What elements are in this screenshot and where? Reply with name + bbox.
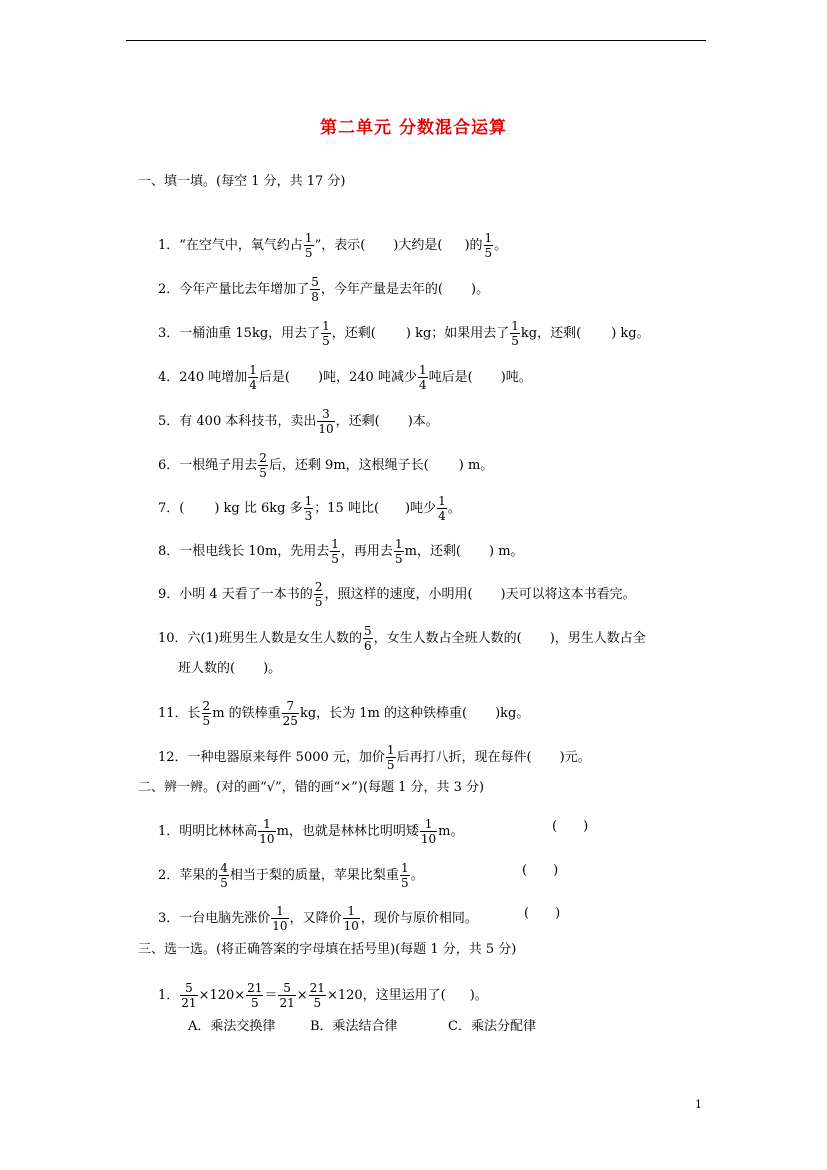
fraction: $\frac{1}{10}$ xyxy=(420,817,437,846)
question-1-2: 2．今年产量比去年增加了 $\frac{5}{8}$ ，今年产量是去年的( )。 xyxy=(158,275,490,304)
fraction: $\frac{5}{8}$ xyxy=(311,275,319,304)
fraction: $\frac{1}{5}$ xyxy=(322,319,330,348)
answer-paren: ( ) xyxy=(552,819,589,834)
fraction: $\frac{1}{10}$ xyxy=(272,904,288,933)
option-a: A．乘法交换律 xyxy=(188,1019,276,1034)
fraction: $\frac{1}{10}$ xyxy=(259,817,275,846)
fraction: $\frac{1}{5}$ xyxy=(331,537,339,566)
section2-heading: 二、辨一辨。(对的画“√”，错的画“×”)(每题 1 分，共 3 分) xyxy=(138,780,485,795)
fraction: $\frac{2}{5}$ xyxy=(202,699,211,728)
question-1-3: 3．一桶油重 15kg，用去了 $\frac{1}{5}$ ，还剩( ) kg；如果用去了 $\frac{1}{5}$ kg，还剩( ) kg。 xyxy=(158,319,650,348)
fraction: $\frac{5}{21}$ xyxy=(181,981,197,1010)
header-rule xyxy=(126,40,706,41)
question-1-11: 11．长 $\frac{2}{5}$ m 的铁棒重 $\frac{7}{25}$ kg，长为 1m 的这种铁棒重( )kg。 xyxy=(158,699,530,728)
fraction: $\frac{1}{5}$ xyxy=(400,861,409,890)
fraction: $\frac{5}{6}$ xyxy=(363,624,372,653)
question-3-1: 1． $\frac{5}{21}$ ×120× $\frac{21}{5}$ ＝ $\frac{5}{21}$ × $\frac{21}{5}$ ×120，这里运用了( )。 xyxy=(158,981,488,1010)
question-1-1: 1．“在空气中，氧气约占 $\frac{1}{5}$ ”，表示( )大约是( )的 $\frac{1}{5}$ 。 xyxy=(158,231,508,260)
fraction: $\frac{1}{4}$ xyxy=(438,494,446,523)
question-1-7: 7．( ) kg 比 6kg 多 $\frac{1}{3}$ ；15 吨比( )吨少 $\frac{1}{4}$ 。 xyxy=(158,494,461,523)
question-2-1: 1．明明比林林高 $\frac{1}{10}$ m，也就是林林比明明矮 $\frac{1}{10}$ m。 xyxy=(158,817,464,846)
question-1-12: 12．一种电器原来每件 5000 元，加价 $\frac{1}{5}$ 后再打八折，现在每件( )元。 xyxy=(158,743,591,772)
fraction: $\frac{5}{21}$ xyxy=(279,981,295,1010)
fraction: $\frac{1}{5}$ xyxy=(304,231,313,260)
fraction: $\frac{21}{5}$ xyxy=(309,981,325,1010)
fraction: $\frac{2}{5}$ xyxy=(314,580,323,609)
fraction: $\frac{4}{5}$ xyxy=(220,861,228,890)
fraction: $\frac{1}{5}$ xyxy=(511,319,519,348)
question-1-6: 6．一根绳子用去 $\frac{2}{5}$ 后，还剩 9m，这根绳子长( ) m。 xyxy=(158,451,494,480)
question-1-5: 5．有 400 本科技书，卖出 $\frac{3}{10}$ ，还剩( )本。 xyxy=(158,407,439,436)
fraction: $\frac{7}{25}$ xyxy=(282,699,298,728)
question-1-10: 10．六(1)班男生人数是女生人数的 $\frac{5}{6}$ ，女生人数占全班人数的( )，男生人数占全 xyxy=(158,624,646,653)
fraction: $\frac{1}{5}$ xyxy=(394,537,403,566)
section1-heading: 一、填一填。(每空 1 分，共 17 分) xyxy=(138,174,346,189)
fraction: $\frac{1}{4}$ xyxy=(418,363,427,392)
question-2-3: 3．一台电脑先涨价 $\frac{1}{10}$ ，又降价 $\frac{1}{10}$ ，现价与原价相同。 xyxy=(158,904,478,933)
question-2-2: 2．苹果的 $\frac{4}{5}$ 相当于梨的质量，苹果比梨重 $\frac{1}{5}$ 。 xyxy=(158,861,424,890)
answer-paren: ( ) xyxy=(522,863,559,878)
question-1-8: 8．一根电线长 10m，先用去 $\frac{1}{5}$ ，再用去 $\frac{1}{5}$ m，还剩( ) m。 xyxy=(158,537,524,566)
option-b: B．乘法结合律 xyxy=(310,1019,398,1034)
answer-paren: ( ) xyxy=(524,906,561,921)
fraction: $\frac{1}{3}$ xyxy=(304,494,313,523)
fraction: $\frac{1}{5}$ xyxy=(386,743,395,772)
option-c: C．乘法分配律 xyxy=(448,1019,536,1034)
fraction: $\frac{2}{5}$ xyxy=(259,451,267,480)
question-1-10-cont: 班人数的( )。 xyxy=(178,661,282,676)
fraction: $\frac{1}{4}$ xyxy=(249,363,257,392)
question-1-4: 4．240 吨增加 $\frac{1}{4}$ 后是( )吨，240 吨减少 $\frac{1}{4}$ 吨后是( )吨。 xyxy=(158,363,532,392)
fraction: $\frac{21}{5}$ xyxy=(247,981,263,1010)
page-title: 第二单元 分数混合运算 xyxy=(320,118,507,138)
section3-heading: 三、选一选。(将正确答案的字母填在括号里)(每题 1 分，共 5 分) xyxy=(138,942,517,957)
fraction: $\frac{1}{10}$ xyxy=(343,904,359,933)
page-number: 1 xyxy=(695,1098,702,1111)
fraction: $\frac{1}{5}$ xyxy=(484,231,493,260)
fraction: $\frac{3}{10}$ xyxy=(318,407,334,436)
question-1-9: 9．小明 4 天看了一本书的 $\frac{2}{5}$ ，照这样的速度，小明用( )天可以将这本书看完。 xyxy=(158,580,636,609)
